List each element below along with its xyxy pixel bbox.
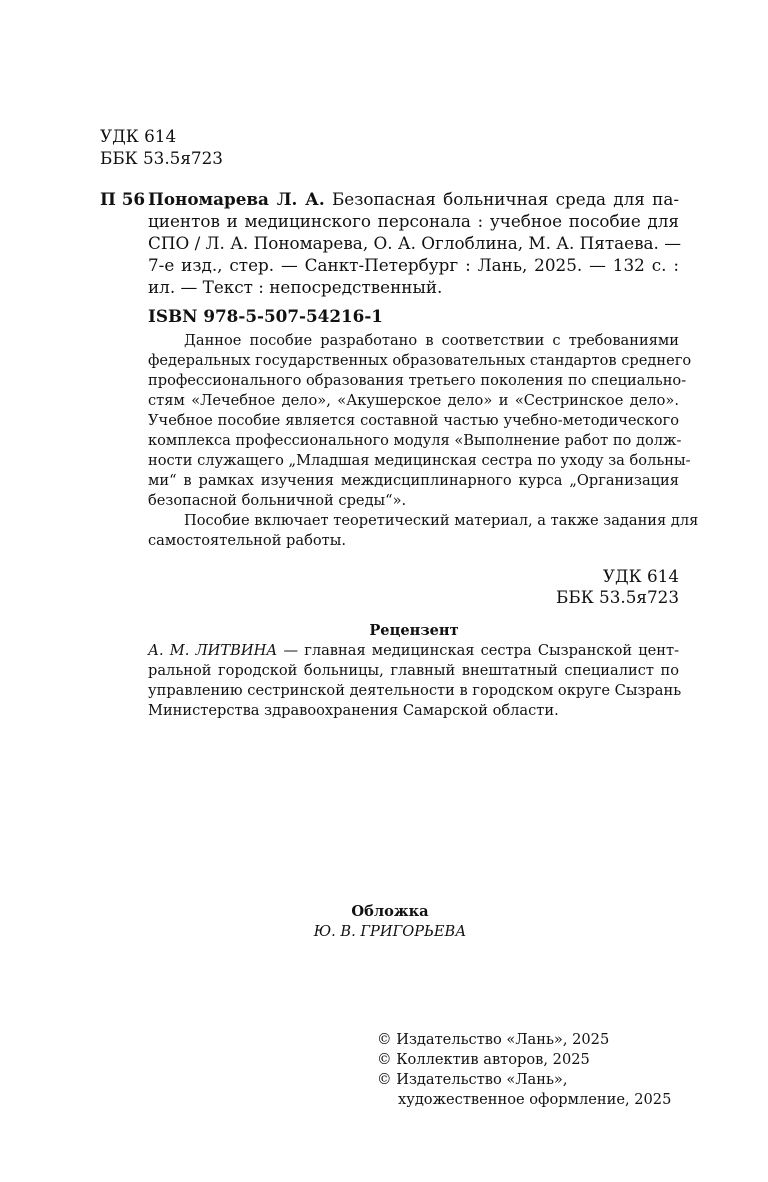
copyright-line-2: © Коллектив авторов, 2025 <box>377 1051 590 1068</box>
reviewer-role-start: — главная медицинская сестра Сызранской цент- <box>277 642 680 659</box>
abstract-line: ми“ в рамках изучения междисциплинарного курса „Организация <box>148 472 679 489</box>
entry-line-5: ил. — Текст : непосредственный. <box>148 277 443 297</box>
abstract-line: Данное пособие разработано в соответствии с требованиями <box>184 332 679 349</box>
reviewer-line-4: Министерства здравоохранения Самарской области. <box>148 702 559 719</box>
entry-line-1 <box>148 189 679 209</box>
isbn: ISBN 978-5-507-54216-1 <box>148 306 383 326</box>
copyright-line-1: © Издательство «Лань», 2025 <box>377 1031 610 1048</box>
reviewer-name: А. М. ЛИТВИНА <box>148 642 278 659</box>
abstract-line: стям «Лечебное дело», «Акушерское дело» и «Сестринское дело». <box>148 392 679 409</box>
udk-bottom: УДК 614 <box>602 566 679 586</box>
reviewer-line-2: ральной городской больницы, главный внештатный специалист по <box>148 662 679 679</box>
bbk-top: ББК 53.5я723 <box>100 148 223 168</box>
abstract-line: Пособие включает теоретический материал, а также задания для <box>184 512 699 529</box>
author-code: П 56 <box>100 189 146 209</box>
bbk-bottom: ББК 53.5я723 <box>556 587 679 607</box>
entry-line-3: СПО / Л. А. Пономарева, О. А. Оглоблина, М. А. Пятаева. — <box>148 233 681 253</box>
reviewer-line-3: управлению сестринской деятельности в городском округе Сызрань <box>148 682 682 699</box>
abstract-line: профессионального образования третьего поколения по специально- <box>148 372 687 389</box>
entry-line-4: 7-е изд., стер. — Санкт-Петербург : Лань, 2025. — 132 с. : <box>148 255 679 275</box>
abstract-line: безопасной больничной среды“». <box>148 492 407 509</box>
udk-top: УДК 614 <box>100 126 177 146</box>
author-name: Пономарева Л. А. <box>148 189 325 209</box>
cover-heading: Обложка <box>351 903 429 920</box>
abstract-line: федеральных государственных образовательных стандартов среднего <box>148 352 692 369</box>
entry-line-2: циентов и медицинского персонала : учебное пособие для <box>148 211 679 231</box>
copyright-line-3: © Издательство «Лань», <box>377 1071 568 1088</box>
abstract-line: ности служащего „Младшая медицинская сестра по уходу за больны- <box>148 452 691 469</box>
reviewer-line-1 <box>148 641 679 661</box>
reviewer-heading: Рецензент <box>369 622 459 639</box>
abstract-line: Учебное пособие является составной частью учебно-методического <box>148 412 679 429</box>
abstract-line: комплекса профессионального модуля «Выполнение работ по долж- <box>148 432 682 449</box>
cover-designer: Ю. В. ГРИГОРЬЕВА <box>313 923 467 940</box>
abstract-line: самостоятельной работы. <box>148 532 346 549</box>
entry-title-start: Безопасная больничная среда для па- <box>331 189 680 209</box>
copyright-line-4: художественное оформление, 2025 <box>398 1091 672 1108</box>
